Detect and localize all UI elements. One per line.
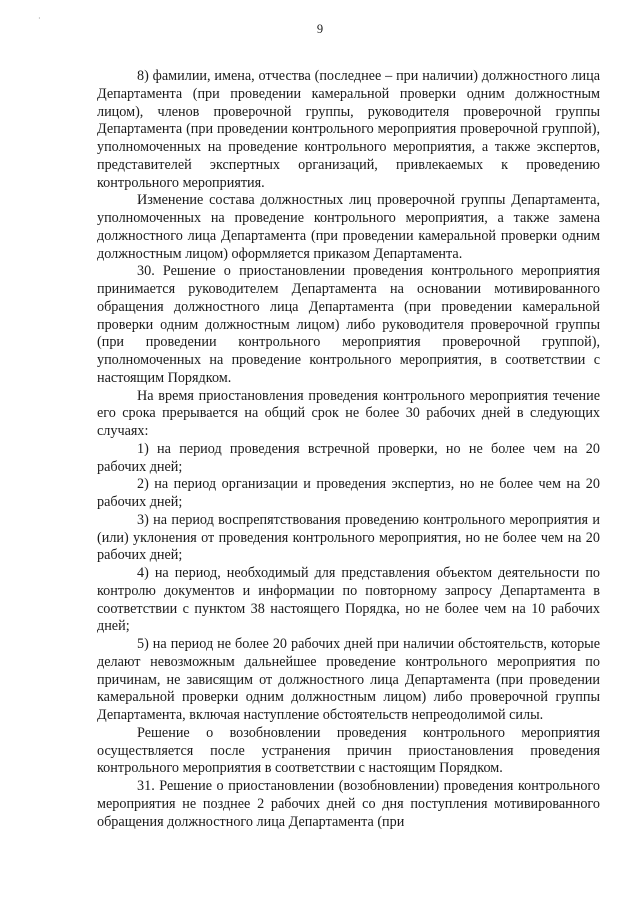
document-body xyxy=(97,68,600,831)
page-number: 9 xyxy=(316,22,324,36)
list-item-4: 4) на период, необходимый для представления объектом деятельности по контролю документов и информации по повторному запросу Департамента в соответствии с пунктом 38 настоящего Порядка, но не более чем на 10 рабочих дней; xyxy=(97,565,600,635)
list-item-1: 1) на период проведения встречной проверки, но не более чем на 20 рабочих дней; xyxy=(97,440,600,475)
paragraph-item-8: 8) фамилии, имена, отчества (последнее – при наличии) должностного лица Департамента (при проведении камеральной проверки одним должностным лицом), членов проверочной группы, руководителя проверочной группы Департамента (при проведении контрольного мероприятия проверочной группой), уполномоченных на проведение контрольного мероприятия, а также экспертов, представителей экспертных организаций, привлекаемых к проведению контрольного мероприятия. xyxy=(97,68,600,191)
list-item-3: 3) на период воспрепятствования проведению контрольного мероприятия и (или) уклонения от проведения контрольного мероприятия, но не более чем на 20 рабочих дней; xyxy=(97,511,600,564)
paragraph-resumption: Решение о возобновлении проведения контрольного мероприятия осуществляется после устранения причин приостановления проведения контрольного мероприятия в соответствии с настоящим Порядком. xyxy=(97,724,600,777)
paragraph-group-change: Изменение состава должностных лиц проверочной группы Департамента, уполномоченных на проведение контрольного мероприятия, а также замена должностного лица Департамента (при проведении камеральной проверки одним должностным лицом) оформляется приказом Департамента. xyxy=(97,192,600,262)
paragraph-clause-30: 30. Решение о приостановлении проведения контрольного мероприятия принимается руководителем Департамента на основании мотивированного обращения должностного лица Департамента (при проведении камеральной проверки одним должностным лицом) либо руководителя проверочной группы (при проведении контрольного мероприятия проверочной группой), уполномоченных на проведение контрольного мероприятия, в соответствии с настоящим Порядком. xyxy=(97,263,600,386)
paragraph-suspension-term: На время приостановления проведения контрольного мероприятия течение его срока прерывается на общий срок не более 30 рабочих дней в следующих случаях: xyxy=(97,387,600,439)
list-item-5: 5) на период не более 20 рабочих дней при наличии обстоятельств, которые делают невозможным дальнейшее проведение контрольного мероприятия по причинам, не зависящим от должностного лица Департамента (при проведении камеральной проверки одним должностным лицом) либо проверочной группы Департамента, включая наступление обстоятельств непреодолимой силы. xyxy=(97,636,600,723)
paragraph-clause-31: 31. Решение о приостановлении (возобновлении) проведения контрольного мероприятия не позднее 2 рабочих дней со дня поступления мотивированного обращения должностного лица Департамента (при xyxy=(97,778,600,830)
corner-mark: · xyxy=(38,14,41,23)
list-item-2: 2) на период организации и проведения экспертиз, но не более чем на 20 рабочих дней; xyxy=(97,476,600,510)
